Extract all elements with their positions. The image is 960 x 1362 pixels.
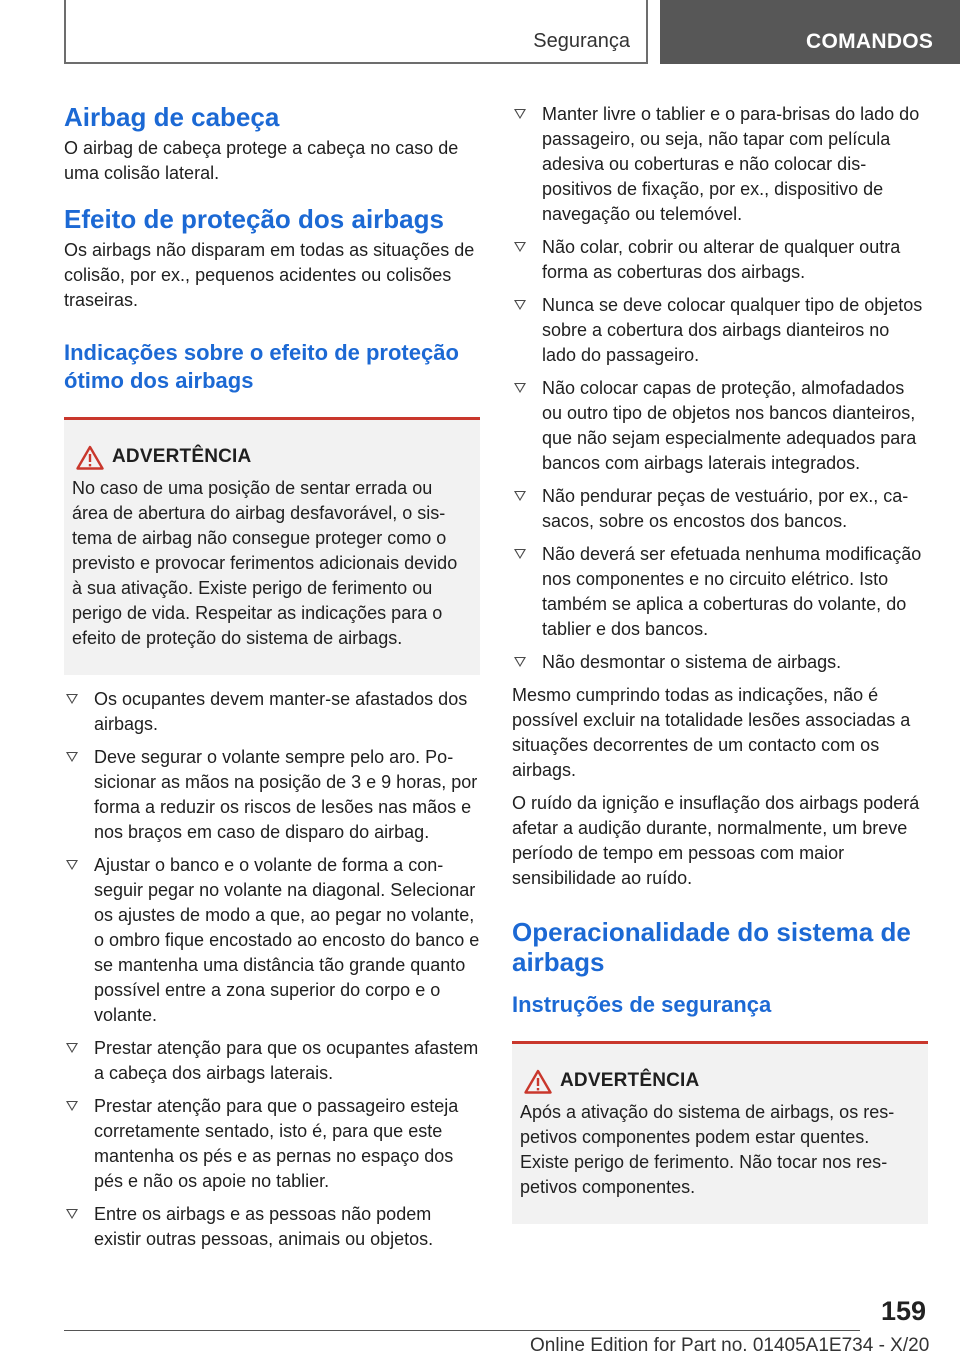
heading-operacionalidade: Operacionalidade do sistema de airbags <box>512 917 911 977</box>
left-bullet-list <box>64 687 480 1252</box>
paragraph-ruido: O ruído da ignição e insuflação dos airbags poderá afetar a audição durante, normalmente, um breve período de tempo em pessoas com maior sensibilidade ao ruído. <box>512 793 920 888</box>
triangle-bullet-icon <box>514 657 526 667</box>
warning-text: No caso de uma posição de sentar errada ou área de abertura do airbag desfavorável, o sistema de airbag não consegue proteger como o previsto e provocar ferimentos adicionais devido à sua ativação. Existe perigo de ferimento ou perigo de vida. Respeitar as indicações para o efeito de proteção do sistema de airbags. <box>72 478 458 648</box>
warning-title: ADVERTÊNCIA <box>560 1070 700 1091</box>
list-item: Manter livre o tablier e o para-brisas do lado do passageiro, ou seja, não tapar com película adesiva ou coberturas e não colocar dispositivos de fixação, por ex., dispositivo de navegação ou telemóvel. <box>512 102 928 227</box>
footer-divider <box>64 1330 860 1331</box>
list-item: Deve segurar o volante sempre pelo aro. Posicionar as mãos na posição de 3 e 9 horas, por forma a reduzir os riscos de lesões nas mãos e nos braços em caso de disparo do airbag. <box>64 745 480 845</box>
triangle-bullet-icon <box>514 109 526 119</box>
warning-triangle-icon <box>72 442 108 472</box>
list-item: Ajustar o banco e o volante de forma a conseguir pegar no volante na diagonal. Selecionar os ajustes de modo a que, ao pegar no volante, o ombro fique encostado ao encosto do banco e se mantenha uma distância tão grande quanto possível entre a zona superior do corpo e o volante. <box>64 853 480 1028</box>
warning-title: ADVERTÊNCIA <box>112 446 252 467</box>
paragraph-efeito-protecao: Os airbags não disparam em todas as situações de colisão, por ex., pequenos acidentes ou colisões traseiras. <box>64 240 475 310</box>
triangle-bullet-icon <box>66 1209 78 1219</box>
warning-header <box>72 442 472 472</box>
paragraph-airbag-cabeca: O airbag de cabeça protege a cabeça no caso de uma colisão lateral. <box>64 138 459 183</box>
list-item: Não colocar capas de proteção, almofadados ou outro tipo de objetos nos bancos dianteiros, que não sejam especialmente adequados para bancos com airbags laterais integrados. <box>512 376 928 476</box>
heading-indicacoes: Indicações sobre o efeito de proteção ótimo dos airbags <box>64 340 459 393</box>
list-item: Não desmontar o sistema de airbags. <box>512 650 928 675</box>
warning-box <box>64 417 480 675</box>
list-item: Não pendurar peças de vestuário, por ex., casacos, sobre os encostos dos bancos. <box>512 484 928 534</box>
triangle-bullet-icon <box>66 1101 78 1111</box>
list-item: Nunca se deve colocar qualquer tipo de objetos sobre a cobertura dos airbags dianteiros no lado do passageiro. <box>512 293 928 368</box>
triangle-bullet-icon <box>514 549 526 559</box>
heading-efeito-protecao: Efeito de proteção dos airbags <box>64 204 444 234</box>
triangle-bullet-icon <box>514 383 526 393</box>
triangle-bullet-icon <box>66 694 78 704</box>
chapter-title: COMANDOS <box>806 30 934 53</box>
triangle-bullet-icon <box>66 752 78 762</box>
list-item: Prestar atenção para que o passageiro esteja corretamente sentado, isto é, para que este mantenha os pés e as pernas no espaço dos pés e não os apoie no tablier. <box>64 1094 480 1194</box>
warning-triangle-icon <box>520 1066 556 1096</box>
triangle-bullet-icon <box>514 491 526 501</box>
chapter-tab <box>660 0 960 64</box>
left-column <box>64 102 480 1260</box>
triangle-bullet-icon <box>514 242 526 252</box>
footer-edition: Online Edition for Part no. 01405A1E734 - X/20 <box>530 1335 930 1356</box>
triangle-bullet-icon <box>514 300 526 310</box>
heading-airbag-cabeca: Airbag de cabeça <box>64 102 280 132</box>
triangle-bullet-icon <box>66 1043 78 1053</box>
section-tab <box>64 0 648 64</box>
list-item: Os ocupantes devem manter-se afastados dos airbags. <box>64 687 480 737</box>
paragraph-mesmo-cumprindo: Mesmo cumprindo todas as indicações, não é possível excluir na totalidade lesões associadas a situações decorrentes de um contacto com os airbags. <box>512 685 911 780</box>
heading-instrucoes-seguranca: Instruções de segurança <box>512 992 772 1017</box>
list-item: Não colar, cobrir ou alterar de qualquer outra forma as coberturas dos airbags. <box>512 235 928 285</box>
section-title: Segurança <box>533 30 630 52</box>
list-item: Não deverá ser efetuada nenhuma modificação nos componentes e no circuito elétrico. Isto também se aplica a coberturas do volante, do tablier e dos bancos. <box>512 542 928 642</box>
right-column <box>512 102 928 1224</box>
triangle-bullet-icon <box>66 860 78 870</box>
warning-box <box>512 1041 928 1224</box>
warning-text: Após a ativação do sistema de airbags, os respetivos componentes podem estar quentes. Existe perigo de ferimento. Não tocar nos respetivos componentes. <box>520 1102 895 1197</box>
page-header <box>0 0 960 66</box>
list-item: Prestar atenção para que os ocupantes afastem a cabeça dos airbags laterais. <box>64 1036 480 1086</box>
list-item: Entre os airbags e as pessoas não podem existir outras pessoas, animais ou objetos. <box>64 1202 480 1252</box>
page-number: 159 <box>880 1296 926 1326</box>
warning-header <box>520 1066 920 1096</box>
right-bullet-list <box>512 102 928 675</box>
